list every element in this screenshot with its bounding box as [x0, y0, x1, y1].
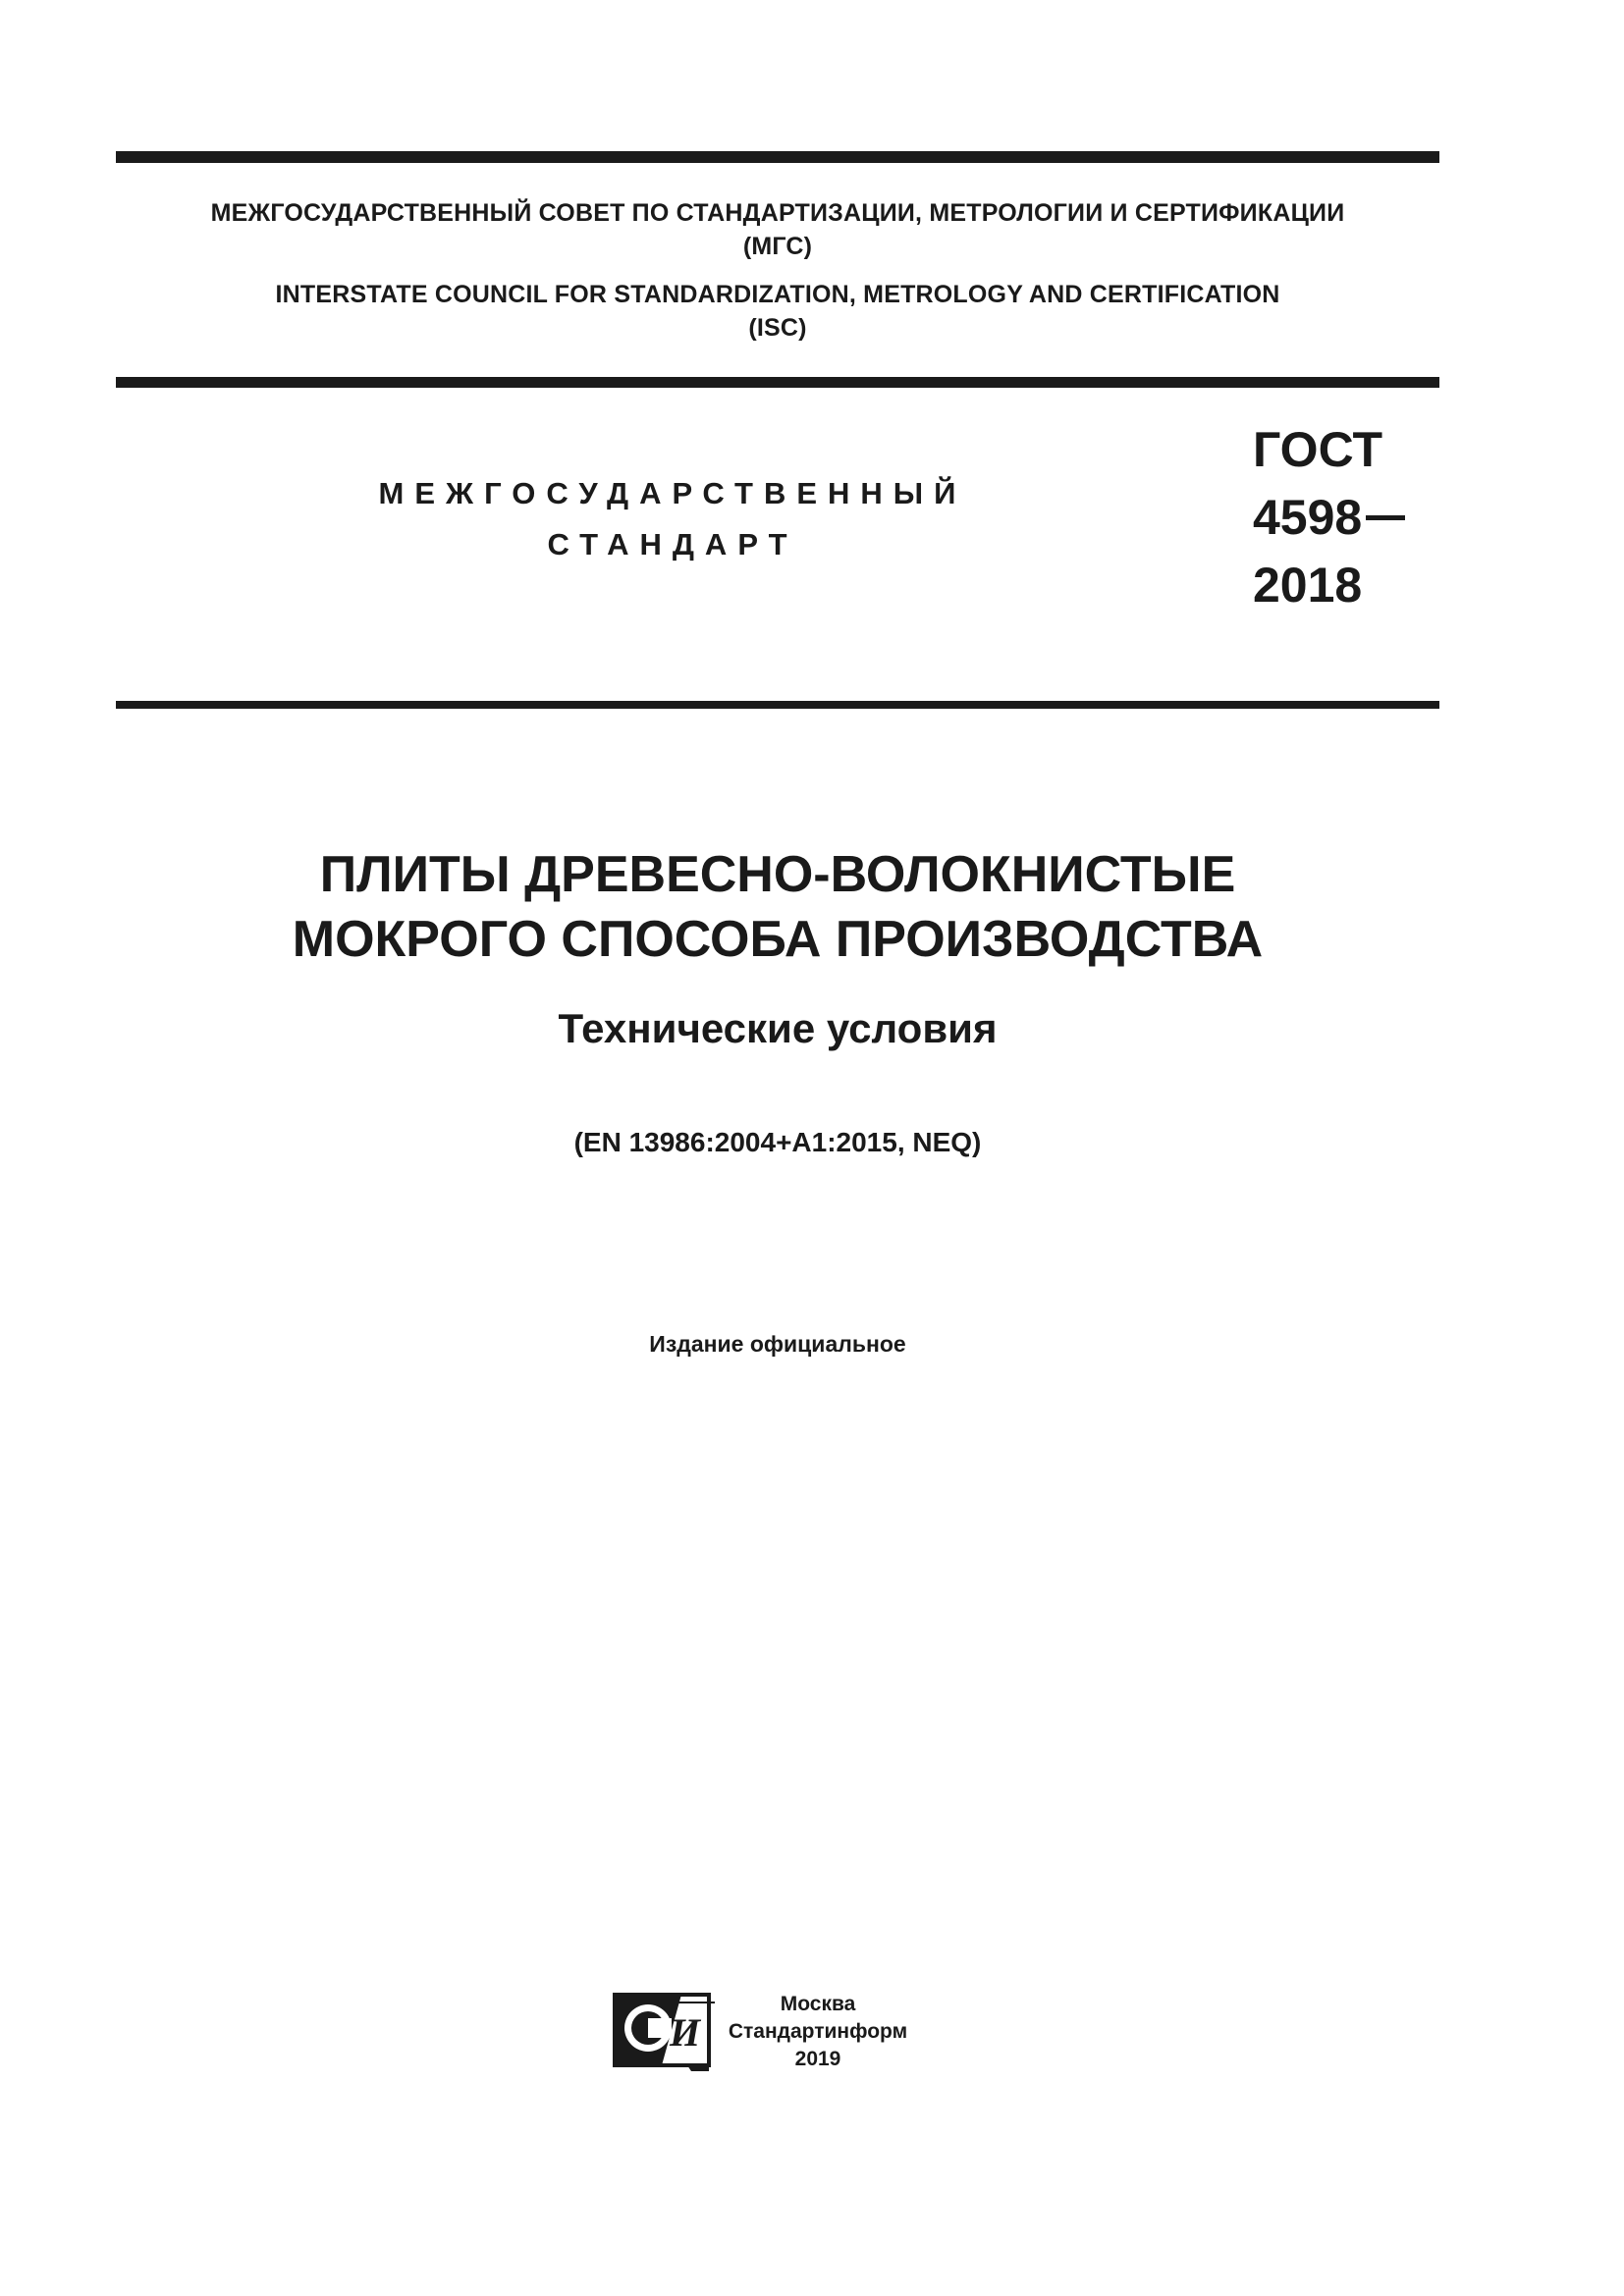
council-name-en-line: INTERSTATE COUNCIL FOR STANDARDIZATION, METROLOGY AND CERTIFICATION [275, 281, 1280, 308]
gost-prefix: ГОСТ [1253, 422, 1382, 477]
document-subtitle: Технические условия [558, 1005, 998, 1051]
top-rule [116, 151, 1439, 163]
edition-note: Издание официальное [649, 1331, 906, 1357]
gost-dash [1366, 515, 1405, 520]
imprint-publisher: Стандартинформ [728, 2020, 908, 2043]
council-abbr-en: (ISC) [748, 314, 807, 342]
document-title-line1: ПЛИТЫ ДРЕВЕСНО-ВОЛОКНИСТЫЕ [319, 846, 1236, 903]
document-title-line2: МОКРОГО СПОСОБА ПРОИЗВОДСТВА [292, 911, 1264, 968]
imprint-city: Москва [780, 1993, 856, 2015]
gost-designation [1253, 416, 1405, 619]
svg-text:И: И [670, 2010, 701, 2055]
council-name-ru-line: МЕЖГОСУДАРСТВЕННЫЙ СОВЕТ ПО СТАНДАРТИЗАЦИИ, МЕТРОЛОГИИ И СЕРТИФИКАЦИИ [210, 199, 1345, 227]
gost-number: 4598 [1253, 490, 1363, 545]
standartinform-logo-icon [613, 1989, 715, 2071]
standard-reference: (EN 13986:2004+A1:2015, NEQ) [573, 1127, 982, 1157]
council-name-ru [116, 196, 1439, 263]
standard-label-line1: МЕЖГОСУДАРСТВЕННЫЙ [378, 476, 967, 510]
document-title [116, 842, 1439, 972]
bottom-rule [116, 701, 1439, 709]
standard-label [295, 468, 1051, 570]
gost-year: 2018 [1253, 558, 1363, 613]
middle-rule [116, 377, 1439, 388]
council-abbr-ru: (МГС) [742, 233, 813, 260]
standard-label-line2: СТАНДАРТ [547, 527, 798, 561]
imprint-year: 2019 [794, 2048, 841, 2070]
gost-number-line [1253, 484, 1405, 552]
council-name-en [116, 278, 1439, 345]
publisher-imprint [725, 1991, 911, 2073]
